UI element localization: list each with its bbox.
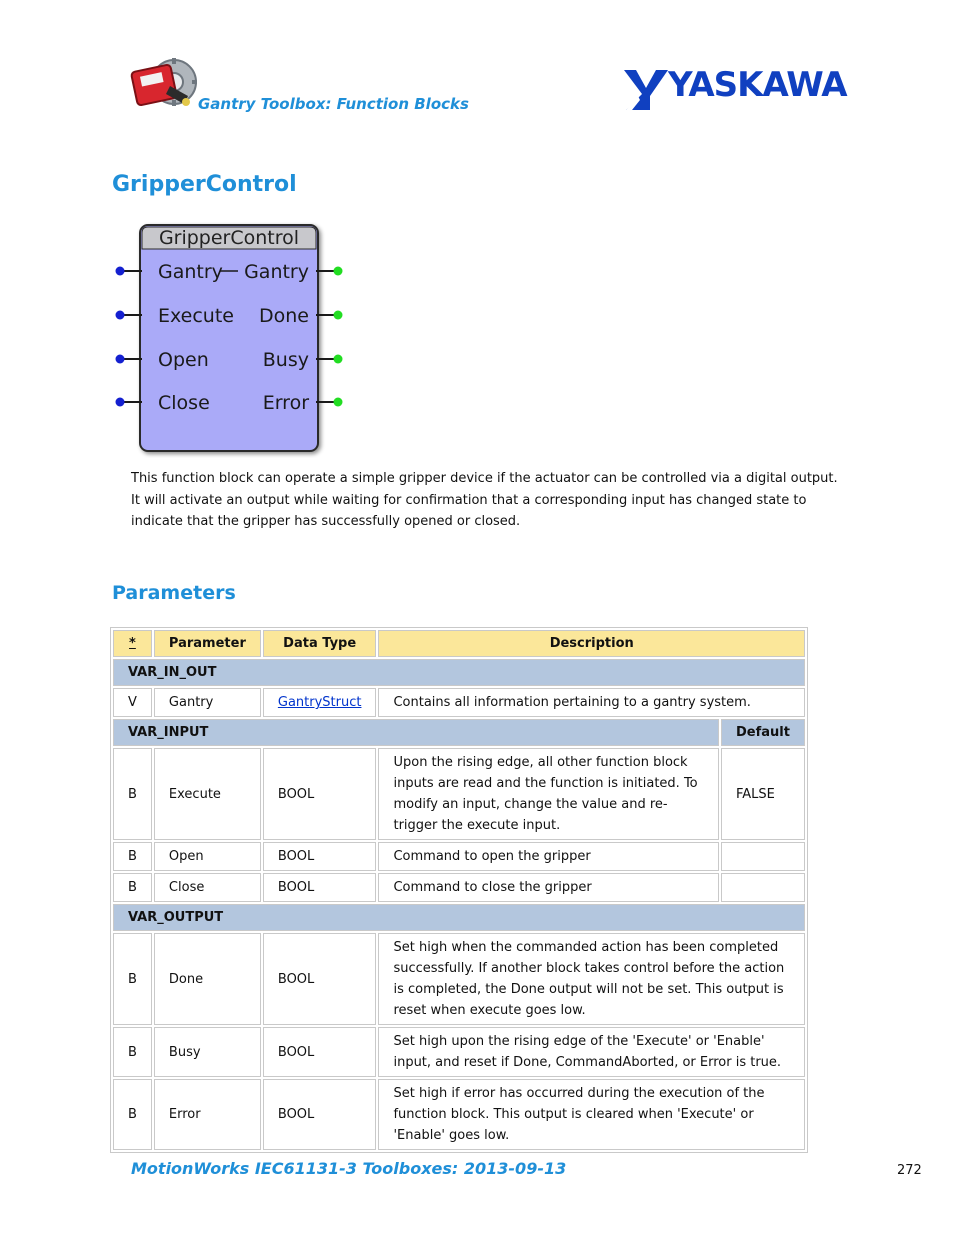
col-default: Default [721,719,805,746]
output-pin-label: Done [259,305,309,327]
table-row [113,873,805,902]
cell-type: BOOL [263,1027,377,1077]
yaskawa-mark-icon [622,66,670,112]
input-pin-dot [116,267,125,276]
cell-kind: B [113,1027,152,1077]
yaskawa-logo [622,65,847,112]
section-label: VAR_IN_OUT [113,659,805,686]
cell-description: Upon the rising edge, all other function block inputs are read and the function is initiated. To modify an input, change the value and re-trigger the execute input. [378,748,719,840]
brand-name: YASKAWA [668,65,847,105]
cell-description: Set high if error has occurred during the execution of the function block. This output is cleared when 'Execute' or 'Enable' goes low. [378,1079,805,1150]
input-pin-dot [116,398,125,407]
output-pin-dot [334,398,343,407]
cell-description: Set high upon the rising edge of the 'Execute' or 'Enable' input, and reset if Done, CommandAborted, or Error is true. [378,1027,805,1077]
star-link[interactable]: * [129,636,136,651]
cell-name: Busy [154,1027,261,1077]
table-row [113,842,805,871]
input-pin-dot [116,355,125,364]
cell-name: Open [154,842,261,871]
section-title: Gantry Toolbox: Function Blocks [198,95,469,113]
cell-name: Close [154,873,261,902]
input-pin-label: Open [158,349,209,371]
output-pin-dot [334,355,343,364]
output-pin-dot [334,267,343,276]
section-row-input [113,719,805,746]
intro-paragraph: This function block can operate a simple gripper device if the actuator can be controlled via a digital output. It will activate an output while waiting for confirmation that a corresponding input has changed state to indicate that the gripper has successfully opened or closed. [131,471,838,529]
parameters-heading: Parameters [112,582,236,604]
input-pin-label: Gantry [158,261,223,283]
table-row [113,1079,805,1150]
section-label: VAR_INPUT [113,719,719,746]
col-data-type: Data Type [263,630,377,657]
input-pin-dot [116,311,125,320]
page-number: 272 [897,1163,922,1178]
cell-description: Command to close the gripper [378,873,719,902]
section-label: VAR_OUTPUT [113,904,805,931]
cell-type: BOOL [263,873,377,902]
cell-kind: B [113,748,152,840]
cell-kind: B [113,1079,152,1150]
parameters-table [110,627,808,1153]
cell-description: Set high when the commanded action has been completed successfully. If another block takes control before the action is completed, the Done output will not be set. This output is reset when execute goes low. [378,933,805,1025]
cell-name: Error [154,1079,261,1150]
col-star [113,630,152,657]
block-name: GripperControl [158,227,300,249]
gantrystruct-link[interactable]: GantryStruct [277,695,362,710]
cell-name: Gantry [154,688,261,717]
cell-type [263,688,377,717]
cell-type: BOOL [263,842,377,871]
cell-kind: B [113,933,152,1025]
toolbox-logo-icon [130,56,198,112]
table-row [113,748,805,840]
page-title: GripperControl [112,172,297,197]
cell-type: BOOL [263,933,377,1025]
cell-type: BOOL [263,1079,377,1150]
cell-default: FALSE [721,748,805,840]
cell-default [721,842,805,871]
col-parameter: Parameter [154,630,261,657]
block-body [140,225,318,451]
table-header-row [113,630,805,657]
cell-description: Command to open the gripper [378,842,719,871]
cell-type: BOOL [263,748,377,840]
table-row [113,1027,805,1077]
cell-kind: B [113,842,152,871]
function-block-diagram [112,222,352,462]
col-description: Description [378,630,805,657]
output-pin-label: Error [262,392,309,414]
cell-default [721,873,805,902]
output-pin-dot [334,311,343,320]
input-pin-label: Close [158,392,210,414]
input-pin-label: Execute [158,305,234,327]
output-pin-label: Busy [262,349,309,371]
section-row-in-out [113,659,805,686]
table-row [113,933,805,1025]
output-pin-label: Gantry [244,261,309,283]
cell-name: Done [154,933,261,1025]
cell-kind: B [113,873,152,902]
footer-title: MotionWorks IEC61131-3 Toolboxes: 2013-09-13 [131,1159,567,1178]
cell-kind: V [113,688,152,717]
cell-name: Execute [154,748,261,840]
section-row-output [113,904,805,931]
cell-description: Contains all information pertaining to a gantry system. [378,688,805,717]
table-row [113,688,805,717]
